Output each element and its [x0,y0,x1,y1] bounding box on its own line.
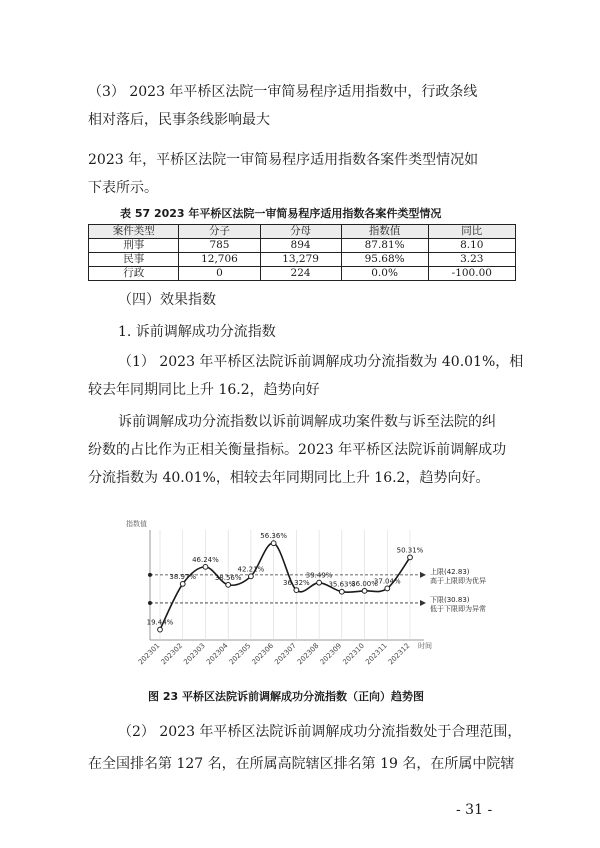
data-point [294,588,299,593]
y-axis-label: 指数值 [126,520,147,528]
table-header-cell: 案件类型 [89,225,179,239]
table-row [89,253,516,267]
data-label: 42.21% [237,565,265,574]
table-cell: 12,706 [179,253,260,267]
table-cell: 3.23 [428,253,515,267]
table-cell: 民事 [89,253,179,267]
lower-limit-dot [148,601,152,605]
data-point [180,582,185,587]
x-axis-label: 时间 [418,642,432,650]
upper-limit-label: 上限(42.83) [430,567,470,576]
page-number: - 31 - [456,802,493,818]
data-point [203,564,208,569]
x-tick-label: 202309 [318,641,344,667]
lower-limit-label: 下限(30.83) [430,595,470,604]
table-cell: 8.10 [428,239,515,253]
table-header-cell: 分母 [260,225,341,239]
data-point [362,588,367,593]
table-cell: 刑事 [89,239,179,253]
data-point [339,589,344,594]
lower-limit-arrow [420,600,426,606]
table-cell: 894 [260,239,341,253]
data-label: 56.36% [260,532,287,541]
data-label: 39.49% [305,571,333,580]
table-header-cell: 指数值 [341,225,428,239]
data-label: 46.24% [192,555,219,564]
upper-limit-arrow [420,572,426,578]
trend-chart [120,518,500,668]
subsection-heading: 1. 诉前调解成功分流指数 [118,324,276,340]
x-tick-label: 202303 [182,641,207,667]
table-header-row [89,225,516,239]
table-cell: 785 [179,239,260,253]
data-point [408,555,413,560]
table-cell: 13,279 [260,253,341,267]
table-cell: 224 [260,267,341,281]
x-tick-label: 202312 [386,641,412,667]
para1-line1: （3） 2023 年平桥区法院一审简易程序适用指数中，行政条线 [88,84,478,100]
data-label: 36.00% [351,579,378,588]
case-type-table [88,224,516,281]
data-label: 50.31% [396,546,424,555]
table-cell: 0 [179,267,260,281]
data-label: 37.04% [373,577,401,586]
upper-limit-dot [148,573,152,577]
para3-line2: 较去年同期同比上升 16.2，趋势向好 [88,382,320,398]
x-tick-label: 202311 [364,641,389,667]
x-tick-label: 202304 [205,641,230,667]
para2-line2: 下表所示。 [88,180,158,196]
para1-line2: 相对落后，民事条线影响最大 [88,112,270,128]
data-label: 38.97% [169,572,197,581]
table-cell: 87.81% [341,239,428,253]
data-point [249,574,254,579]
data-label: 38.56% [214,573,242,582]
data-point [317,580,322,585]
x-tick-label: 202305 [227,641,253,667]
para4-line1: 诉前调解成功分流指数以诉前调解成功案件数与诉至法院的纠 [118,414,496,430]
data-point [385,586,390,591]
figure-caption: 图 23 平桥区法院诉前调解成功分流指数（正向）趋势图 [148,690,424,703]
table-cell: -100.00 [428,267,515,281]
lower-limit-note: 低于下限即为异常 [430,604,486,613]
x-tick-label: 202308 [295,641,321,667]
data-label: 35.63% [328,580,356,589]
para4-line2: 纷数的占比作为正相关衡量指标。2023 年平桥区法院诉前调解成功 [88,442,507,458]
x-tick-label: 202310 [341,641,366,667]
para3-line1: （1） 2023 年平桥区法院诉前调解成功分流指数为 40.01%，相 [118,354,524,370]
x-tick-label: 202302 [159,641,185,667]
x-tick-label: 202307 [273,641,298,667]
data-point [158,627,163,632]
data-point [226,582,231,587]
data-point [271,541,276,546]
para5-line1: （2） 2023 年平桥区法院诉前调解成功分流指数处于合理范围， [118,724,522,740]
para2-line1: 2023 年，平桥区法院一审简易程序适用指数各案件类型情况如 [88,152,479,168]
upper-limit-note: 高于上限即为优异 [430,576,486,585]
table-row [89,267,516,281]
x-tick-label: 202301 [136,641,162,667]
data-label: 36.32% [283,579,310,588]
data-label: 19.44% [146,618,174,627]
table-cell: 0.0% [341,267,428,281]
x-tick-label: 202306 [250,641,276,667]
table-caption: 表 57 2023 年平桥区法院一审简易程序适用指数各案件类型情况 [120,207,442,220]
table-cell: 95.68% [341,253,428,267]
table-header-cell: 分子 [179,225,260,239]
para5-line2: 在全国排名第 127 名，在所属高院辖区排名第 19 名，在所属中院辖 [88,756,515,772]
para4-line3: 分流指数为 40.01%，相较去年同期同比上升 16.2，趋势向好。 [88,470,490,486]
table-cell: 行政 [89,267,179,281]
table-row [89,239,516,253]
section-heading: （四）效果指数 [118,292,216,308]
table-header-cell: 同比 [428,225,515,239]
